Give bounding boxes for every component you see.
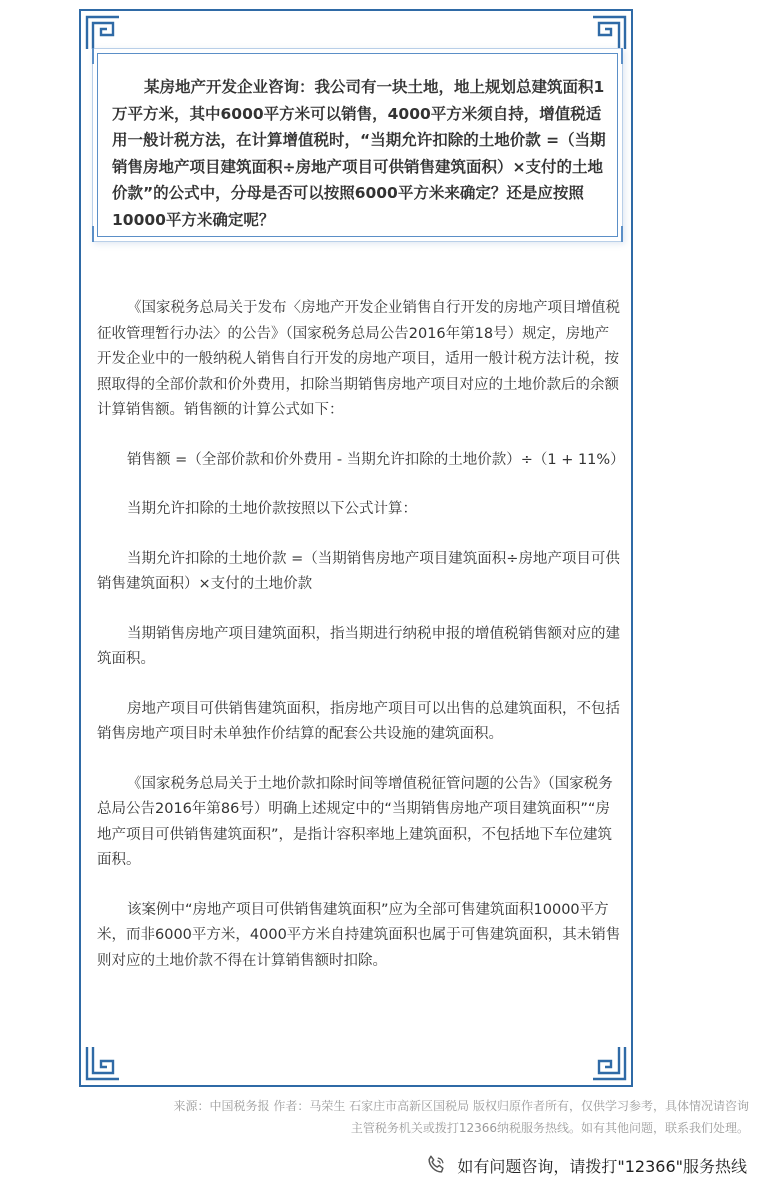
source-note: [49, 1095, 749, 1139]
formula-paragraph: 销售额 =（全部价款和价外费用 - 当期允许扣除的土地价款）÷（1 + 11%）: [127, 451, 625, 468]
corner-ornament-icon: [591, 1045, 627, 1081]
hotline-text: 如有问题咨询，请拨打"12366"服务热线: [457, 1156, 747, 1176]
source-line: 来源：中国税务报 作者：马荣生 石家庄市高新区国税局 版权归原作者所有，仅供学习参考，具体情况请咨询: [173, 1099, 749, 1113]
formula-paragraph: 当期允许扣除的土地价款 =（当期销售房地产项目建筑面积÷房地产项目可供销售建筑面积）×支付的土地价款: [97, 550, 620, 592]
answer-paragraph: 《国家税务总局关于土地价款扣除时间等增值税征管问题的公告》（国家税务总局公告2016年第86号）明确上述规定中的“当期销售房地产项目建筑面积”“房地产项目可供销售建筑面积”，是指计容积率地上建筑面积，不包括地下车位建筑面积。: [97, 775, 613, 868]
question-text: 某房地产开发企业咨询：我公司有一块土地，地上规划总建筑面积1万平方米，其中6000平方米可以销售，4000平方米须自持，增值税适用一般计税方法，在计算增值税时，“当期允许扣除的土地价款 =（当期销售房地产项目建筑面积÷房地产项目可供销售建筑面积）×支付的土地价款”的公式中，分母是否可以按照6000平方米来确定？还是应按照10000平方米确定呢？: [112, 78, 606, 229]
phone-icon: [425, 1154, 447, 1176]
conclusion-paragraph: 该案例中“房地产项目可供销售建筑面积”应为全部可售建筑面积10000平方米，而非6000平方米，4000平方米自持建筑面积也属于可售建筑面积，其未销售则对应的土地价款不得在计算销售额时扣除。: [97, 901, 621, 969]
answer-paragraph: 当期允许扣除的土地价款按照以下公式计算：: [127, 501, 417, 517]
corner-ornament-icon: [85, 1045, 121, 1081]
answer-paragraph: 房地产项目可供销售建筑面积，指房地产项目可以出售的总建筑面积，不包括销售房地产项目时未单独作价结算的配套公共设施的建筑面积。: [97, 700, 620, 742]
answer-paragraph: 《国家税务总局关于发布〈房地产开发企业销售自行开发的房地产项目增值税征收管理暂行办法〉的公告》（国家税务总局公告2016年第18号）规定，房地产开发企业中的一般纳税人销售自行开发的房地产项目，适用一般计税方法计税，按照取得的全部价款和价外费用，扣除当期销售房地产项目对应的土地价款后的余额计算销售额。销售额的计算公式如下：: [97, 300, 620, 418]
hotline-banner: [425, 1152, 747, 1178]
answer-paragraph: 当期销售房地产项目建筑面积，指当期进行纳税申报的增值税销售额对应的建筑面积。: [97, 625, 620, 667]
corner-ornament-icon: [85, 15, 121, 51]
answer-body: [97, 296, 625, 998]
corner-ornament-icon: [591, 15, 627, 51]
source-line: 主管税务机关或拨打12366纳税服务热线。如有其他问题，联系我们处理。: [350, 1121, 749, 1135]
question-box: [97, 53, 618, 237]
